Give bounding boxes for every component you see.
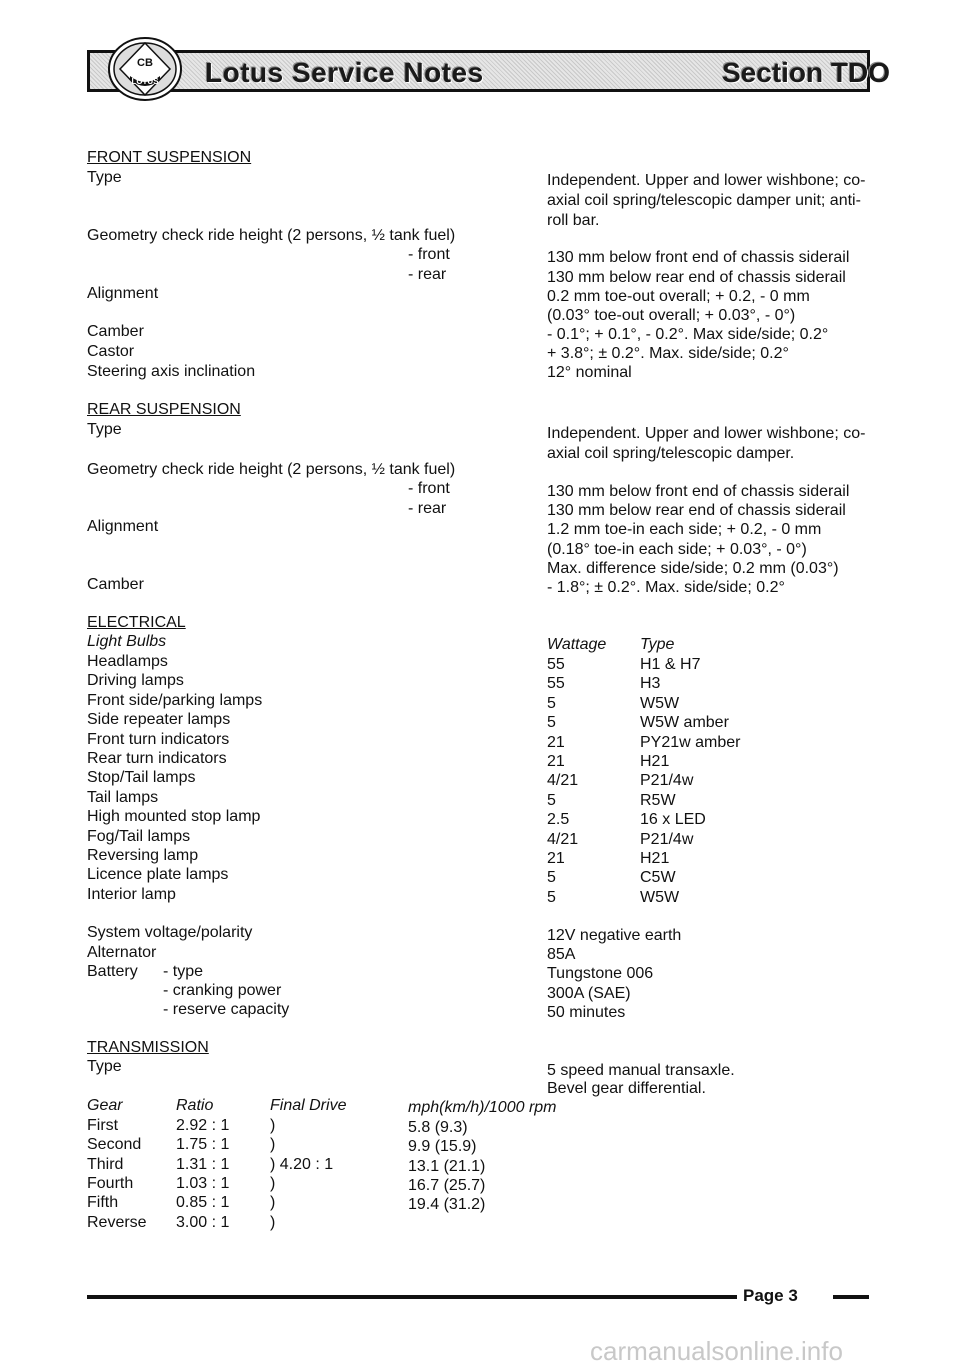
final-drive-column-heading: Final Drive <box>270 1097 347 1114</box>
bulb-name: Rear turn indicators <box>87 750 227 767</box>
gear-name: Second <box>87 1136 142 1154</box>
front-sai-value: 12° nominal <box>547 364 632 381</box>
bulb-wattage: 55 <box>547 656 565 673</box>
bulb-type: R5W <box>640 791 676 809</box>
bulb-type: W5W <box>640 694 680 712</box>
mph-column-heading: mph(km/h)/1000 rpm <box>408 1099 557 1116</box>
bulb-name: Side repeater lamps <box>87 711 231 729</box>
gear-ratio: 1.75 : 1 <box>176 1136 230 1154</box>
front-geometry-rear-label: - rear <box>408 266 447 283</box>
type-heading: Type <box>640 636 675 653</box>
front-castor-label: Castor <box>87 343 135 360</box>
bulb-type: W5W <box>640 888 680 906</box>
gear-final-drive: ) 4.20 : 1 <box>270 1155 334 1173</box>
front-suspension-heading: FRONT SUSPENSION <box>87 149 252 166</box>
bulb-type: W5W amber <box>640 714 729 732</box>
rear-geometry-front-value: 130 mm below front end of chassis siderail <box>547 483 850 500</box>
rear-type-label: Type <box>87 421 122 438</box>
bulb-wattage: 5 <box>547 869 556 887</box>
gear-name: Fifth <box>87 1194 119 1212</box>
bulb-wattage: 5 <box>547 714 556 732</box>
front-alignment-value-1: 0.2 mm toe-out overall; + 0.2, - 0 mm <box>547 288 810 305</box>
bulb-wattage: 5 <box>547 888 556 906</box>
bulb-wattage: 55 <box>547 675 565 693</box>
alternator-label: Alternator <box>87 944 157 961</box>
bulb-wattage: 4/21 <box>547 830 579 848</box>
lotus-logo-icon <box>106 36 184 102</box>
bulb-name: Driving lamps <box>87 672 184 690</box>
light-bulbs-heading: Light Bulbs <box>87 633 167 650</box>
bulb-wattage: 5 <box>547 694 556 712</box>
gear-ratio: 2.92 : 1 <box>176 1117 230 1134</box>
bulb-type: PY21w amber <box>640 733 741 751</box>
front-alignment-value-2: (0.03° toe-out overall; + 0.03°, - 0°) <box>547 307 796 324</box>
front-castor-value: + 3.8°; ± 0.2°. Max. side/side; 0.2° <box>547 345 789 362</box>
gear-final-drive: ) <box>270 1213 276 1231</box>
front-camber-value: - 0.1°; + 0.1°, - 0.2°. Max side/side; 0.2° <box>547 326 829 343</box>
bulb-wattage: 2.5 <box>547 811 570 829</box>
alternator-value: 85A <box>547 946 576 963</box>
gear-name: Reverse <box>87 1213 147 1231</box>
transmission-type-value-2: Bevel gear differential. <box>547 1080 706 1097</box>
gear-column-heading: Gear <box>87 1097 123 1114</box>
front-sai-label: Steering axis inclination <box>87 363 256 380</box>
header-title: Lotus Service Notes <box>205 57 484 88</box>
bulb-name: Interior lamp <box>87 885 176 903</box>
voltage-label: System voltage/polarity <box>87 924 253 941</box>
gear-ratio: 1.03 : 1 <box>176 1174 230 1192</box>
bulb-name: Front side/parking lamps <box>87 691 263 709</box>
gear-speed: 5.8 (9.3) <box>408 1119 468 1136</box>
rear-alignment-label: Alignment <box>87 518 159 535</box>
bulb-type: H3 <box>640 675 661 693</box>
bulb-wattage: 5 <box>547 791 556 809</box>
battery-type-label: - type <box>163 963 204 980</box>
gear-speed: 9.9 (15.9) <box>408 1138 477 1156</box>
rear-alignment-value-1: 1.2 mm toe-in each side; + 0.2, - 0 mm <box>547 521 822 538</box>
battery-label: Battery <box>87 963 138 980</box>
transmission-type-value-1: 5 speed manual transaxle. <box>547 1062 735 1079</box>
rear-alignment-value-3: Max. difference side/side; 0.2 mm (0.03°) <box>547 560 839 577</box>
bulb-type: P21/4w <box>640 830 694 848</box>
rear-camber-value: - 1.8°; ± 0.2°. Max. side/side; 0.2° <box>547 579 785 596</box>
ratio-column-heading: Ratio <box>176 1097 214 1114</box>
rear-alignment-value-2: (0.18° toe-in each side; + 0.03°, - 0°) <box>547 541 807 558</box>
rear-geometry-rear-value: 130 mm below rear end of chassis siderail <box>547 502 846 519</box>
bulb-name: Tail lamps <box>87 788 159 806</box>
svg-text:CB: CB <box>137 57 153 69</box>
bulb-type: H1 & H7 <box>640 656 701 673</box>
gear-ratio: 1.31 : 1 <box>176 1155 230 1173</box>
gear-speed: 19.4 (31.2) <box>408 1196 486 1214</box>
battery-cranking-value: 300A (SAE) <box>547 985 631 1002</box>
watermark: carmanualsonline.info <box>590 1336 843 1366</box>
front-camber-label: Camber <box>87 323 144 340</box>
battery-type-value: Tungstone 006 <box>547 965 654 982</box>
bulb-name: Reversing lamp <box>87 847 199 864</box>
gear-name: Fourth <box>87 1174 134 1192</box>
bulb-type: C5W <box>640 869 676 887</box>
page-number: Page 3 <box>743 1286 798 1305</box>
battery-cranking-label: - cranking power <box>163 982 282 999</box>
gear-name: Third <box>87 1155 124 1173</box>
front-geometry-label: Geometry check ride height (2 persons, ½ tank fuel) <box>87 227 456 244</box>
front-geometry-front-value: 130 mm below front end of chassis siderail <box>547 249 850 266</box>
battery-reserve-label: - reserve capacity <box>163 1001 290 1018</box>
rear-suspension-heading: REAR SUSPENSION <box>87 401 241 418</box>
gear-final-drive: ) <box>270 1136 276 1154</box>
bulb-name: Stop/Tail lamps <box>87 769 196 787</box>
rear-geometry-rear-label: - rear <box>408 500 447 517</box>
header-section: Section TDO <box>722 57 891 88</box>
bulb-wattage: 4/21 <box>547 772 579 790</box>
rear-geometry-front-label: - front <box>408 480 450 497</box>
svg-text:LOTUS: LOTUS <box>131 77 159 86</box>
voltage-value: 12V negative earth <box>547 927 682 944</box>
rear-type-value: Independent. Upper and lower wishbone; co-axial coil spring/telescopic damper. <box>547 425 866 462</box>
bulb-name: Fog/Tail lamps <box>87 827 191 845</box>
front-type-value: Independent. Upper and lower wishbone; co-axial coil spring/telescopic damper unit; anti-roll bar. <box>547 172 866 229</box>
electrical-heading: ELECTRICAL <box>87 614 186 631</box>
bulb-type: H21 <box>640 753 670 770</box>
front-geometry-front-label: - front <box>408 246 450 263</box>
transmission-heading: TRANSMISSION <box>87 1039 209 1056</box>
rear-geometry-label: Geometry check ride height (2 persons, ½ tank fuel) <box>87 461 456 478</box>
transmission-type-label: Type <box>87 1058 122 1075</box>
gear-ratio: 0.85 : 1 <box>176 1194 230 1212</box>
gear-ratio: 3.00 : 1 <box>176 1213 230 1231</box>
bulb-type: P21/4w <box>640 772 694 790</box>
bulb-type: 16 x LED <box>640 811 706 829</box>
gear-final-drive: ) <box>270 1174 276 1192</box>
gear-final-drive: ) <box>270 1117 276 1134</box>
front-geometry-rear-value: 130 mm below rear end of chassis siderail <box>547 269 846 286</box>
footer-rule <box>87 1295 737 1299</box>
battery-reserve-value: 50 minutes <box>547 1004 626 1021</box>
front-alignment-label: Alignment <box>87 285 159 302</box>
bulb-wattage: 21 <box>547 753 565 770</box>
gear-speed: 16.7 (25.7) <box>408 1176 486 1194</box>
footer-dash <box>833 1295 869 1299</box>
bulb-name: Licence plate lamps <box>87 866 229 884</box>
gear-final-drive: ) <box>270 1194 276 1212</box>
bulb-name: Headlamps <box>87 653 168 670</box>
bulb-wattage: 21 <box>547 733 565 751</box>
gear-name: First <box>87 1117 119 1134</box>
bulb-type: H21 <box>640 850 670 867</box>
rear-camber-label: Camber <box>87 576 144 593</box>
bulb-wattage: 21 <box>547 850 565 867</box>
bulb-name: Front turn indicators <box>87 730 230 748</box>
bulb-name: High mounted stop lamp <box>87 808 261 826</box>
gear-speed: 13.1 (21.1) <box>408 1157 486 1175</box>
front-type-label: Type <box>87 169 122 186</box>
wattage-heading: Wattage <box>547 636 607 653</box>
